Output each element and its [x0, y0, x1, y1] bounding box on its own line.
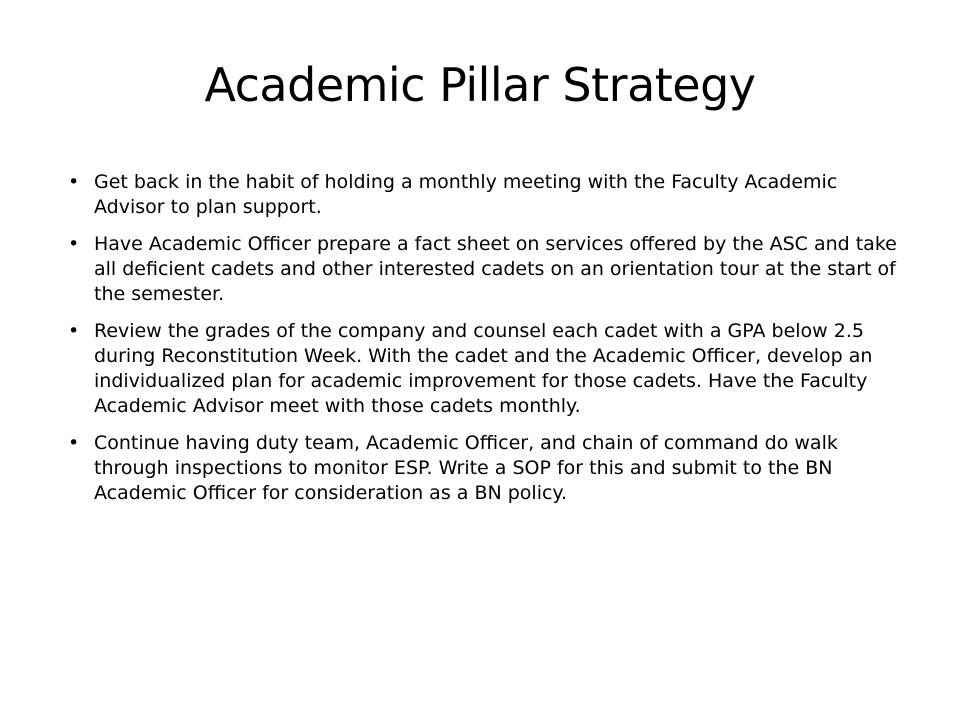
bullet-item-4 [68, 431, 904, 506]
bullet-text-2: Have Academic Officer prepare a fact sheet on services offered by the ASC and take all deficient cadets and other interested cadets on an orientation tour at the start of the semester. [94, 233, 897, 305]
bullet-item-2 [68, 232, 904, 307]
bullet-text-1: Get back in the habit of holding a monthly meeting with the Faculty Academic Advisor to plan support. [94, 171, 838, 218]
bullet-item-3 [68, 319, 904, 419]
bullet-item-1 [68, 170, 904, 220]
bullet-text-4: Continue having duty team, Academic Officer, and chain of command do walk through inspections to monitor ESP. Write a SOP for this and submit to the BN Academic Officer for consideration as a BN policy. [94, 432, 838, 504]
bullet-text-3: Review the grades of the company and counsel each cadet with a GPA below 2.5 during Reconstitution Week. With the cadet and the Academic Officer, develop an individualized plan for academic improvement for those cadets. Have the Faculty Academic Advisor meet with those cadets monthly. [94, 320, 873, 417]
bullet-dot-icon: • [68, 320, 80, 342]
bullet-dot-icon: • [68, 432, 80, 454]
bullet-list [68, 170, 904, 518]
bullet-dot-icon: • [68, 233, 80, 255]
slide-title: Academic Pillar Strategy [204, 58, 756, 112]
bullet-dot-icon: • [68, 171, 80, 193]
